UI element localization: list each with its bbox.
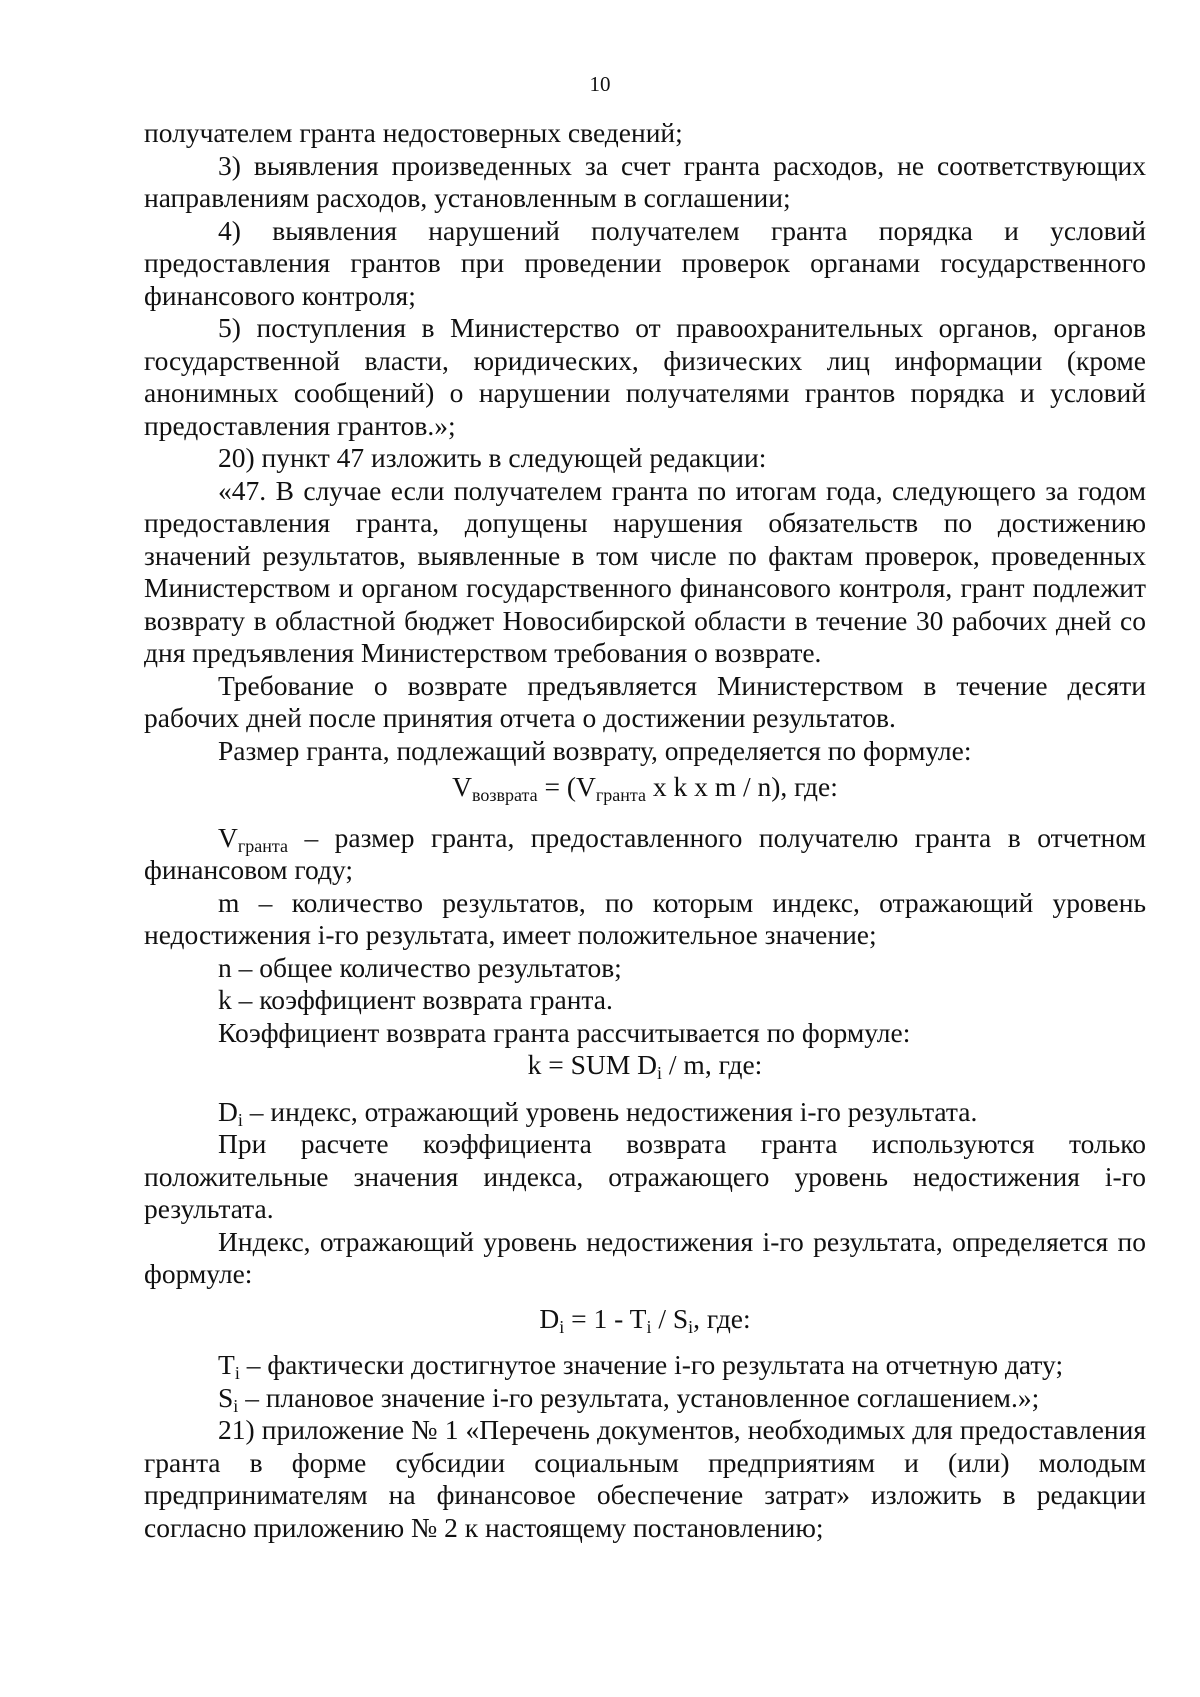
formula-subscript: i bbox=[657, 1063, 663, 1083]
paragraph: При расчете коэффициента возврата гранта используются только положительные значения индекса, отражающего уровень недостижения i-го результата. bbox=[144, 1128, 1146, 1224]
paragraph: $V_{гранта}$ – размер гранта, предоставленного получателю гранта в отчетном финансовом году; bbox=[144, 821, 1146, 885]
formula-subscript: гранта bbox=[595, 785, 646, 805]
formula-subscript: возврата bbox=[471, 785, 538, 805]
paragraph: 21) приложение № 1 «Перечень документов, необходимых для предоставления гранта в форме субсидии социальным предприятиям и (или) молодым предпринимателям на финансовое обеспечение затрат» изложить в редакции согласно приложению № 2 к настоящему постановлению; bbox=[144, 1414, 1146, 1543]
paragraph: n – общее количество результатов; bbox=[218, 951, 622, 983]
formula-subscript: i bbox=[559, 1316, 565, 1337]
paragraph: Индекс, отражающий уровень недостижения i-го результата, определяется по формуле: bbox=[144, 1225, 1146, 1289]
formula-part: x k x m / n), где: bbox=[645, 771, 838, 802]
paragraph: 5) поступления в Министерство от правоохранительных органов, органов государственной власти, юридических, физических лиц информации (кроме анонимных сообщений) о нарушении получателями грантов порядка и условий предоставления грантов.»; bbox=[144, 312, 1146, 441]
formula-part: / m, где: bbox=[662, 1049, 763, 1080]
paragraph: $S_i$ – плановое значение i-го результата, установленное соглашением.»; bbox=[218, 1381, 1040, 1416]
paragraph-text: – плановое значение i-го результата, установленное соглашением.»; bbox=[238, 1381, 1040, 1413]
paragraph: Требование о возврате предъявляется Министерством в течение десяти рабочих дней после принятия отчета о достижении результатов. bbox=[144, 669, 1146, 733]
formula-part: / S bbox=[651, 1302, 689, 1334]
paragraph: Коэффициент возврата гранта рассчитывается по формуле: bbox=[218, 1016, 911, 1048]
paragraph: «47. В случае если получателем гранта по итогам года, следующего за годом предоставления гранта, допущены нарушения обязательств по достижению значений результатов, выявленные в том числе по фактам проверок, проведенных Министерством и органом государственного финансового контроля, грант подлежит возврату в областной бюджет Новосибирской области в течение 30 рабочих дней со дня предъявления Министерством требования о возврате. bbox=[144, 474, 1146, 668]
formula-subscript: гранта bbox=[237, 835, 288, 856]
paragraph: m – количество результатов, по которым индекс, отражающий уровень недостижения i-го результата, имеет положительное значение; bbox=[144, 886, 1146, 950]
paragraph: Размер гранта, подлежащий возврату, определяется по формуле: bbox=[218, 734, 972, 766]
formula-part: , где: bbox=[693, 1302, 751, 1334]
formula-subscript: i bbox=[646, 1316, 652, 1337]
paragraph: $T_i$ – фактически достигнутое значение i-го результата на отчетную дату; bbox=[218, 1349, 1064, 1383]
formula-part: = (V bbox=[537, 771, 596, 802]
formula-underachievement-index: $D_i = 1 - T_i / S_i$, где: bbox=[539, 1302, 751, 1337]
formula-part: = 1 - T bbox=[564, 1302, 647, 1334]
paragraph: 3) выявления произведенных за счет гранта расходов, не соответствующих направлениям расходов, установленным в соглашении; bbox=[144, 149, 1146, 213]
formula-subscript: i bbox=[234, 1363, 240, 1383]
document-body bbox=[144, 117, 1146, 1544]
formula-return-coefficient bbox=[144, 1049, 1146, 1096]
paragraph: получателем гранта недостоверных сведений; bbox=[144, 117, 683, 148]
formula-grant-return: $V_{возврата} = (V_{гранта}$ x k x m / n), где: bbox=[452, 771, 838, 805]
paragraph-text: – размер гранта, предоставленного получателю гранта в отчетном финансовом году; bbox=[144, 821, 1146, 885]
paragraph: $D_i$ – индекс, отражающий уровень недостижения i-го результата. bbox=[218, 1095, 978, 1130]
paragraph: 20) пункт 47 изложить в следующей редакции: bbox=[218, 442, 767, 473]
paragraph-text: – индекс, отражающий уровень недостижения i-го результата. bbox=[242, 1095, 978, 1127]
paragraph: k – коэффициент возврата гранта. bbox=[218, 984, 613, 1015]
formula-subscript: i bbox=[237, 1109, 243, 1130]
page-number: 10 bbox=[589, 72, 611, 96]
paragraph: 4) выявления нарушений получателем гранта порядка и условий предоставления грантов при проведении проверок органами государственного финансового контроля; bbox=[144, 214, 1146, 311]
formula-subscript: i bbox=[688, 1316, 694, 1337]
formula-part: k = SUM D bbox=[527, 1049, 658, 1080]
formula-subscript: i bbox=[233, 1395, 239, 1416]
paragraph-text: – фактически достигнутое значение i-го результата на отчетную дату; bbox=[239, 1349, 1064, 1380]
